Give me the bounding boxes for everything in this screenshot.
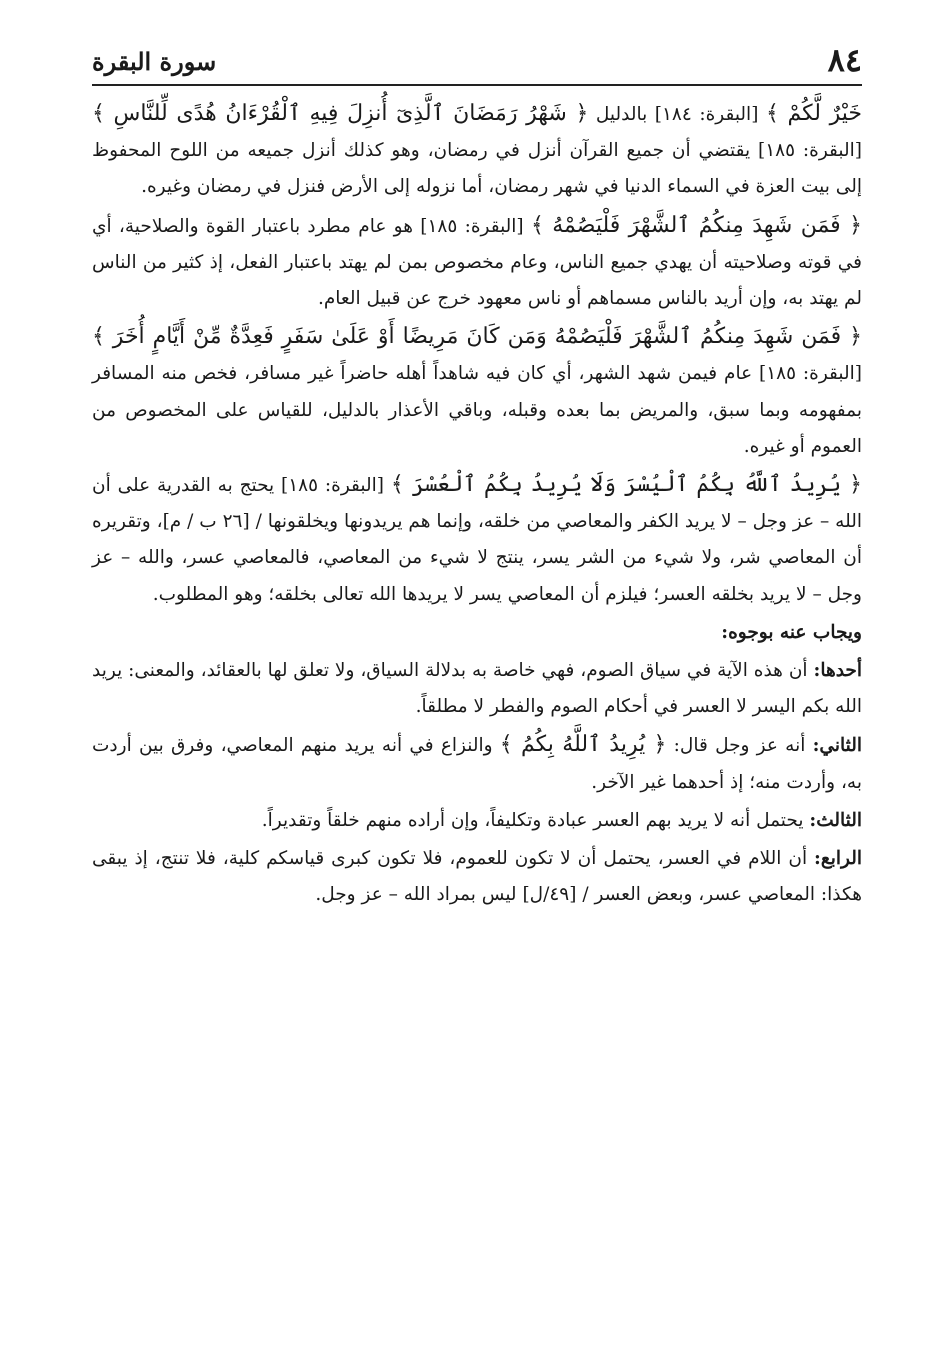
sub-heading: ويجاب عنه بوجوه: <box>721 621 862 643</box>
point-item <box>92 841 862 913</box>
commentary-text: [البقرة: ١٨٥] يقتضي أن جميع القرآن أنزل في رمضان، وهو كذلك أنزل جميعه من اللوح المحفوظ إلى بيت العزة في السماء الدنيا في شهر رمضان، أما نزوله إلى الأرض فنزل في رمضان وغيره. <box>92 140 862 198</box>
commentary-text: [البقرة: ١٨٥] يحتج به القدرية على أن الله – عز وجل – لا يريد الكفر والمعاصي من خلقه، وإنما هم يريدونها ويخلقونها / [٢٦ ب / م]، وتقريره أن المعاصي شر، ولا شيء من الشر يسر، ينتج لا شيء من المعاصي، فالمعاصي عسر، والله – عز وجل – لا يريد بخلقه العسر؛ فيلزم أن المعاصي يسر لا يريدها الله تعالى بخلقه؛ وهو المطلوب. <box>92 475 863 605</box>
paragraph <box>92 319 862 465</box>
point-text: يحتمل أنه لا يريد بهم العسر عبادة وتكليفاً، وإن أراده منهم خلقاً وتقديراً. <box>261 809 810 831</box>
page-header <box>92 38 862 86</box>
point-item <box>92 803 862 839</box>
point-text: أن هذه الآية في سياق الصوم، فهي خاصة به بدلالة السياق، ولا تعلق لها بالعقائد، والمعنى: يريد الله بكم اليسر لا العسر في أحكام الصوم والفطر لا مطلقاً. <box>92 660 862 718</box>
surah-title: سورة البقرة <box>92 47 217 76</box>
point-label: الثاني: <box>812 735 862 757</box>
page-number: ٨٤ <box>827 41 862 79</box>
point-text: أن اللام في العسر، يحتمل أن لا تكون للعموم، فلا تكون كبرى قياسكم كلية، فلا تنتج، إذ يبقى هكذا: المعاصي عسر، وبعض العسر / [٤٩/ل] ليس بمراد الله – عز وجل. <box>92 848 862 906</box>
quran-verse: ﴿ فَمَن شَهِدَ مِنكُمُ ٱلشَّهْرَ فَلْيَصُمْهُ ﴾ <box>530 212 862 238</box>
point-label: الرابع: <box>814 848 862 870</box>
quran-verse: خَيْرٌ لَّكُمْ ﴾ <box>765 101 863 126</box>
point-text: أنه عز وجل قال: <box>666 735 813 757</box>
quran-verse: ﴿ يُرِيدُ ٱللَّهُ بِكُمُ ﴾ <box>499 732 667 758</box>
paragraph <box>92 96 862 206</box>
quran-verse: ﴿ فَمَن شَهِدَ مِنكُمُ ٱلشَّهْرَ فَلْيَصُمْهُ وَمَن كَانَ مَرِيضًا أَوْ عَلَىٰ سَفَرٍ فَعِدَّةٌ مِّنْ أَيَّامٍ أُخَرَ ﴾ <box>92 324 862 350</box>
paragraph <box>92 208 862 318</box>
quran-verse: ﴿ يُرِيدُ ٱللَّهُ بِكُمُ ٱلْيُسْرَ وَلَا يُرِيدُ بِكُمُ ٱلْعُسْرَ ﴾ <box>390 472 862 498</box>
paragraph <box>92 467 862 613</box>
quran-verse: ﴿ شَهْرُ رَمَضَانَ ٱلَّذِىٓ أُنزِلَ فِيهِ ٱلْقُرْءَانُ هُدًى لِّلنَّاسِ ﴾ <box>92 101 589 126</box>
point-label: أحدها: <box>813 660 862 682</box>
point-label: الثالث: <box>809 809 862 831</box>
book-page <box>92 38 862 1258</box>
commentary-text: [البقرة: ١٨٥] عام فيمن شهد الشهر، أي كان فيه شاهداً أهله حاضراً غير مسافر، فخص منه المسافر بمفهومه وبما سبق، والمريض بما بعده وقبله، وباقي الأعذار بالدليل، للقياس على المخصوص من العموم أو غيره. <box>92 363 862 457</box>
commentary-text: [البقرة: ١٨٤] بالدليل <box>588 104 766 125</box>
point-item <box>92 653 862 725</box>
point-item <box>92 727 862 800</box>
commentary-text: [البقرة: ١٨٥] هو عام مطرد باعتبار القوة والصلاحية، أي في قوته وصلاحيته أن يهدي جميع الناس، وعام مخصوص بمن لم يهتد باعتبار الفعل، إذ كثير من الناس لم يهتد به، وإن أريد بالناس مسماهم أو ناس معهود خرج عن قبيل العام. <box>92 215 862 310</box>
point-text: والنزاع في أنه يريد منهم المعاصي، وفرق بين أردت به، وأردت منه؛ إذ أحدهما غير الآخر. <box>92 735 862 793</box>
page-body <box>92 96 862 915</box>
